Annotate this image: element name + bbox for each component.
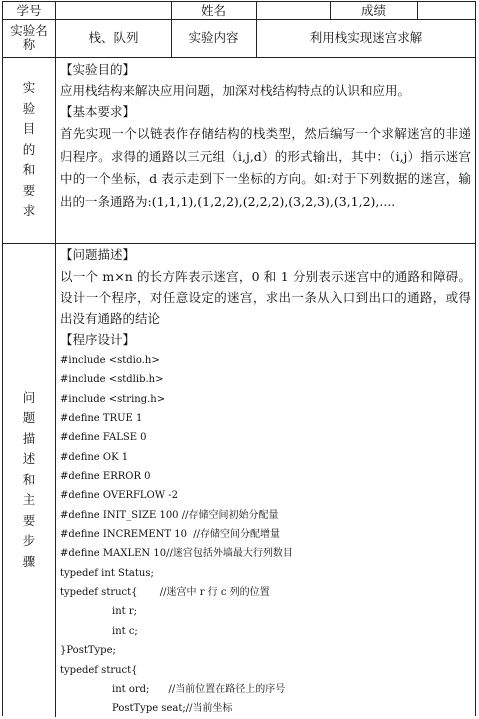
- side-label-char: 和: [22, 162, 36, 178]
- code-line: #define TRUE 1: [60, 413, 143, 425]
- requirement-text: 首先实现一个以链表作存储结构的栈类型，然后编写一个求解迷宫的非递归程序。求得的通路以三元组（i,j,d）的形式输出，其中：（i,j）指示迷宫中的一个坐标，d 表示走到下一坐标的方向。如:对于下列数据的迷宫，输出的一条通路为:(1,1,1),(1,2,2),(2,2,2),(3,2,3),(3,1,2),....: [60, 126, 471, 209]
- side-label-char: 描: [22, 430, 36, 446]
- code-line: #define FALSE 0: [60, 432, 147, 444]
- code-line: #define ERROR 0: [60, 471, 151, 483]
- experiment-content-label: 实验内容: [188, 30, 239, 46]
- code-line: int c;: [112, 625, 138, 637]
- code-line: int r;: [112, 606, 137, 618]
- student-id-value[interactable]: [56, 2, 171, 19]
- name-value[interactable]: [257, 2, 330, 19]
- score-label: 成绩: [360, 2, 386, 18]
- side-label-char: 目: [22, 121, 36, 137]
- code-line: #include <stdio.h>: [60, 355, 160, 366]
- code-line: #include <stdlib.h>: [60, 374, 164, 386]
- side-label-char: 问: [22, 389, 36, 405]
- side-label-char: 实: [22, 80, 36, 96]
- steps-section-label: [3, 243, 55, 717]
- side-label-char: 要: [22, 182, 36, 198]
- student-id-label: 学号: [16, 2, 42, 18]
- side-label-char: 要: [22, 512, 36, 528]
- side-label-char: 和: [22, 471, 36, 487]
- purpose-text: 应用栈结构来解决应用问题，加深对栈结构特点的认识和应用。: [60, 83, 411, 98]
- code-line: #define MAXLEN 10//迷宫包括外墙最大行列数目: [60, 548, 293, 560]
- problem-heading: 【问题描述】: [60, 247, 136, 262]
- column-divider: [55, 2, 56, 717]
- experiment-report-table: [2, 1, 476, 716]
- steps-section-content: [60, 244, 471, 719]
- code-line: }PostType;: [60, 645, 116, 657]
- purpose-section-label: [3, 57, 55, 243]
- code-line: #define INCREMENT 10 //存储空间分配增量: [60, 529, 281, 541]
- experiment-name-value: 栈、队列: [88, 30, 139, 46]
- side-label-char: 主: [22, 492, 36, 508]
- score-value[interactable]: [418, 2, 475, 19]
- code-line: int ord; //当前位置在路径上的序号: [112, 683, 286, 695]
- code-line: #define OK 1: [60, 451, 129, 463]
- code-line: #define OVERFLOW -2: [60, 490, 178, 502]
- code-line: typedef int Status;: [60, 567, 154, 579]
- code-line: PostType seat;//当前坐标: [112, 703, 233, 715]
- purpose-heading: 【实验目的】: [60, 62, 136, 77]
- side-label-char: 验: [22, 100, 36, 116]
- experiment-name-label: 实验名称: [10, 23, 48, 52]
- side-label-char: 题: [22, 410, 36, 426]
- side-label-char: 的: [22, 141, 36, 157]
- side-label-char: 求: [22, 203, 36, 219]
- name-label: 姓名: [200, 2, 226, 18]
- purpose-section-content: [60, 59, 471, 213]
- experiment-content-value: 利用栈实现迷宫求解: [309, 30, 423, 46]
- code-listing: [60, 351, 471, 719]
- side-label-char: 骤: [22, 553, 36, 569]
- side-label-char: 步: [22, 533, 36, 549]
- code-line: typedef struct{ //迷宫中 r 行 c 列的位置: [60, 587, 270, 599]
- design-heading: 【程序设计】: [60, 332, 136, 347]
- side-label-char: 述: [22, 451, 36, 467]
- code-line: #include <string.h>: [60, 393, 166, 405]
- row-divider: [3, 57, 475, 58]
- code-line: typedef struct{: [60, 664, 138, 676]
- problem-text: 以一个 m×n 的长方阵表示迷宫，0 和 1 分别表示迷宫中的通路和障碍。设计一个程序，对任意设定的迷宫，求出一条从入口到出口的通路，或得出没有通路的结论: [60, 269, 471, 326]
- requirement-heading: 【基本要求】: [60, 104, 136, 119]
- code-line: #define INIT_SIZE 100 //存储空间初始分配量: [60, 509, 279, 521]
